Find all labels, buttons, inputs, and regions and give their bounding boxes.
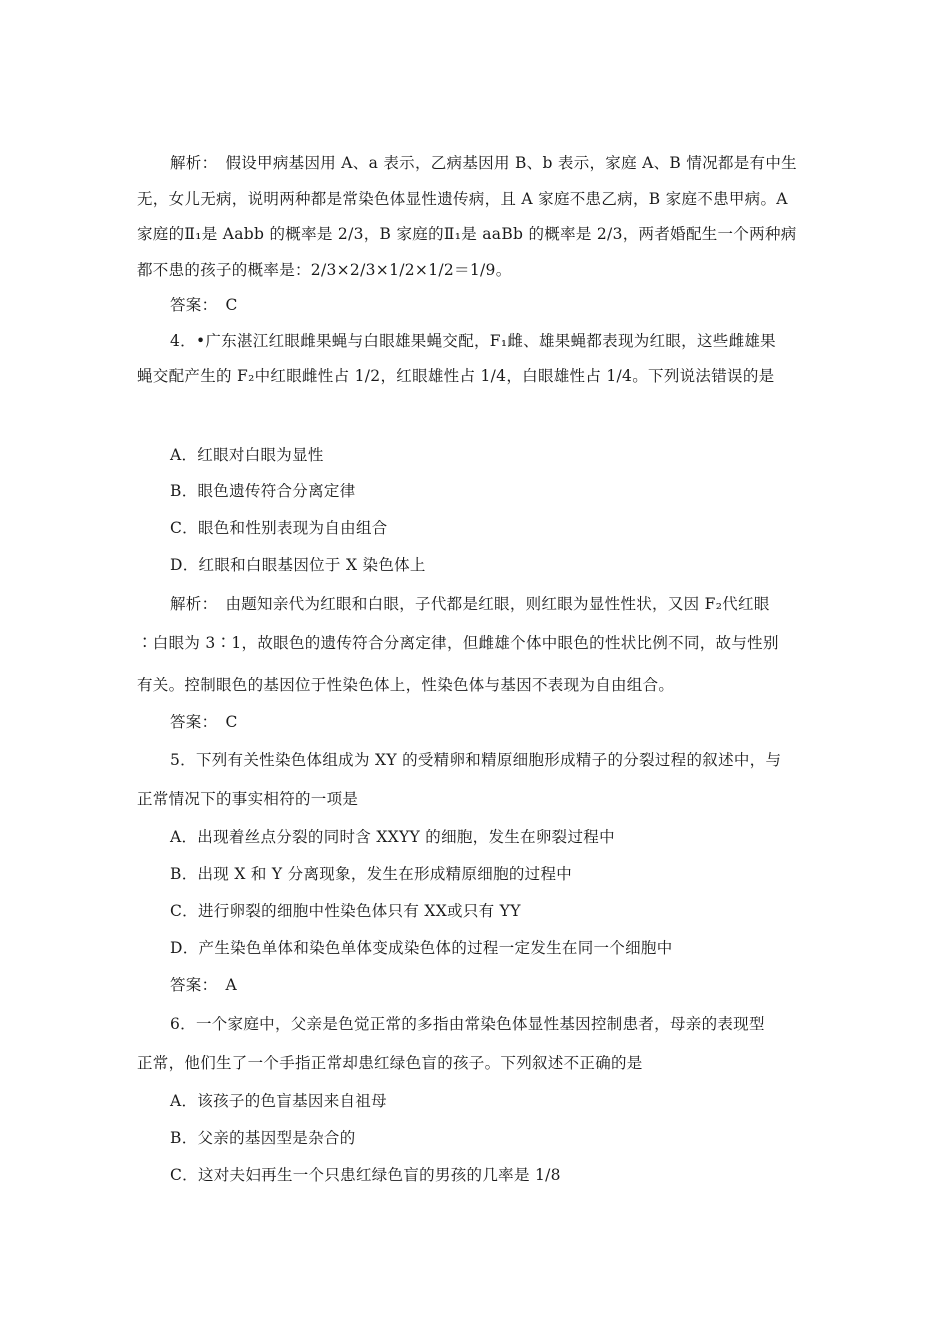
q6-option-a: A．该孩子的色盲基因来自祖母 <box>170 1092 387 1110</box>
q4-option-d: D．红眼和白眼基因位于 X 染色体上 <box>170 556 426 574</box>
q4-analysis-line-2: ∶白眼为 3∶1，故眼色的遗传符合分离定律，但雌雄个体中眼色的性状比例不同，故与性别 <box>137 634 779 652</box>
q5-option-a: A．出现着丝点分裂的同时含 XXYY 的细胞，发生在卵裂过程中 <box>170 828 615 846</box>
q5-option-c: C．进行卵裂的细胞中性染色体只有 XX或只有 YY <box>170 902 521 920</box>
q3-analysis-line-1: 解析： 假设甲病基因用 A、a 表示，乙病基因用 B、b 表示，家庭 A、B 情况都是有中生 <box>170 154 797 172</box>
q5-answer: 答案： A <box>170 976 237 994</box>
q4-analysis-line-3: 有关。控制眼色的基因位于性染色体上，性染色体与基因不表现为自由组合。 <box>137 676 675 694</box>
q3-analysis-line-3: 家庭的Ⅱ₁是 Aabb 的概率是 2/3，B 家庭的Ⅱ₁是 aaBb 的概率是 2/3，两者婚配生一个两种病 <box>137 225 797 243</box>
q4-option-b: B．眼色遗传符合分离定律 <box>170 482 356 500</box>
q6-stem-line-2: 正常，他们生了一个手指正常却患红绿色盲的孩子。下列叙述不正确的是 <box>137 1054 643 1072</box>
q4-answer: 答案： C <box>170 713 238 731</box>
q6-option-c: C．这对夫妇再生一个只患红绿色盲的男孩的几率是 1/8 <box>170 1166 561 1184</box>
q5-stem-line-2: 正常情况下的事实相符的一项是 <box>137 790 359 808</box>
q5-option-b: B．出现 X 和 Y 分离现象，发生在形成精原细胞的过程中 <box>170 865 573 883</box>
q4-option-a: A．红眼对白眼为显性 <box>170 446 324 464</box>
q4-analysis-line-1: 解析： 由题知亲代为红眼和白眼，子代都是红眼，则红眼为显性性状，又因 F₂代红眼 <box>170 595 770 613</box>
q5-stem-line-1: 5．下列有关性染色体组成为 XY 的受精卵和精原细胞形成精子的分裂过程的叙述中，与 <box>170 751 782 769</box>
q3-analysis-line-2: 无，女儿无病，说明两种都是常染色体显性遗传病，且 A 家庭不患乙病，B 家庭不患甲病。A <box>137 190 788 208</box>
q6-option-b: B．父亲的基因型是杂合的 <box>170 1129 356 1147</box>
q3-analysis-line-4: 都不患的孩子的概率是：2/3×2/3×1/2×1/2＝1/9。 <box>137 261 512 279</box>
q4-option-c: C．眼色和性别表现为自由组合 <box>170 519 388 537</box>
q3-answer: 答案： C <box>170 296 238 314</box>
q4-stem-line-1: 4．•广东湛江红眼雌果蝇与白眼雄果蝇交配，F₁雌、雄果蝇都表现为红眼，这些雌雄果 <box>170 332 776 350</box>
q5-option-d: D．产生染色单体和染色单体变成染色体的过程一定发生在同一个细胞中 <box>170 939 673 957</box>
q6-stem-line-1: 6．一个家庭中，父亲是色觉正常的多指由常染色体显性基因控制患者，母亲的表现型 <box>170 1015 765 1033</box>
q4-stem-line-2: 蝇交配产生的 F₂中红眼雌性占 1/2，红眼雄性占 1/4，白眼雄性占 1/4。下列说法错误的是 <box>137 367 775 385</box>
